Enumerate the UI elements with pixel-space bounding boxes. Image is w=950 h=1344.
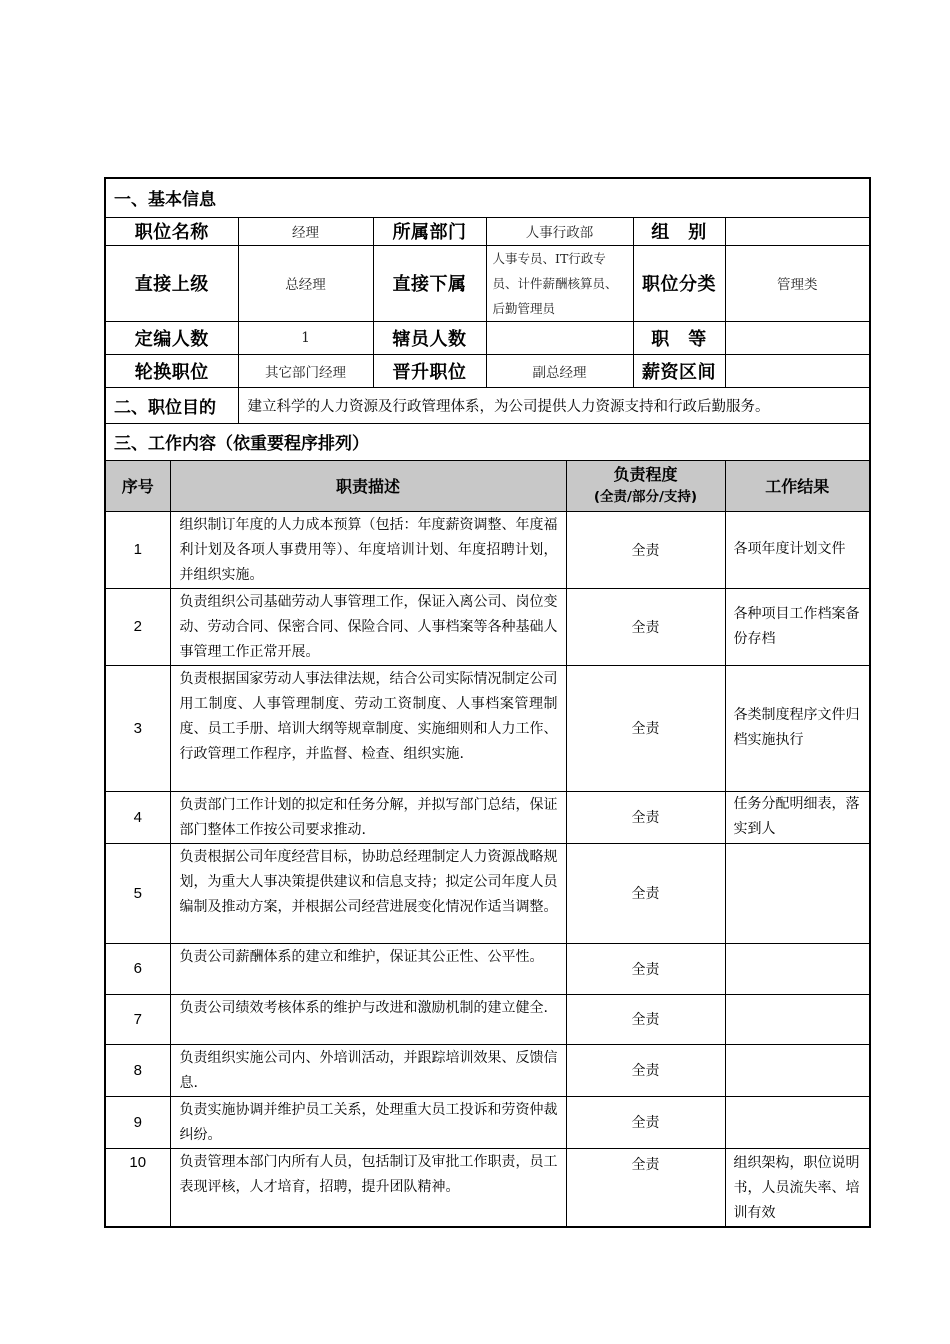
duty-row	[105, 1044, 870, 1096]
value-direct-superior: 总经理	[238, 245, 373, 321]
section-title-basic-info: 一、基本信息	[105, 178, 870, 217]
duties-header-row	[105, 460, 870, 511]
label-position-name: 职位名称	[105, 217, 238, 245]
value-promotion-position: 副总经理	[486, 354, 633, 387]
value-managed-staff	[486, 321, 633, 354]
section-duties-row	[105, 423, 870, 460]
duty-desc: 负责根据公司年度经营目标，协助总经理制定人力资源战略规划，为重大人事决策提供建议和信息支持；拟定公司年度人员编制及推动方案，并根据公司经营进展变化情况作适当调整。	[170, 843, 566, 943]
value-grade	[725, 321, 870, 354]
job-description-document	[104, 177, 869, 1228]
section-title-duties: 三、工作内容（依重要程序排列）	[105, 423, 870, 460]
value-direct-subordinates: 人事专员、IT行政专员、计件薪酬核算员、后勤管理员	[486, 245, 633, 321]
header-responsibility-line2: (全责/部分/支持)	[593, 488, 698, 505]
duty-responsibility: 全责	[566, 588, 725, 665]
header-responsibility-line1: 负责程度	[613, 464, 678, 484]
duty-result	[725, 994, 870, 1044]
duty-responsibility: 全责	[566, 665, 725, 791]
duty-result: 各种项目工作档案备份存档	[725, 588, 870, 665]
value-salary-range	[725, 354, 870, 387]
duty-desc: 负责管理本部门内所有人员，包括制订及审批工作职责，员工表现评核，人才培育，招聘，提升团队精神。	[170, 1148, 566, 1227]
section-basic-info-row	[105, 178, 870, 217]
duty-desc: 组织制订年度的人力成本预算（包括：年度薪资调整、年度福利计划及各项人事费用等）、年度培训计划、年度招聘计划，并组织实施。	[170, 511, 566, 588]
purpose-text: 建立科学的人力资源及行政管理体系，为公司提供人力资源支持和行政后勤服务。	[238, 387, 870, 423]
duty-responsibility: 全责	[566, 843, 725, 943]
duty-responsibility: 全责	[566, 943, 725, 994]
label-rotation-position: 轮换职位	[105, 354, 238, 387]
label-department: 所属部门	[373, 217, 486, 245]
duty-row	[105, 943, 870, 994]
duty-seq: 2	[105, 588, 170, 665]
label-salary-range: 薪资区间	[633, 354, 725, 387]
value-department: 人事行政部	[486, 217, 633, 245]
duty-row	[105, 1096, 870, 1148]
section-purpose-row	[105, 387, 870, 423]
duty-desc: 负责根据国家劳动人事法律法规，结合公司实际情况制定公司用工制度、人事管理制度、劳动工资制度、人事档案管理制度、员工手册、培训大纲等规章制度、实施细则和人力工作、行政管理工作程序，并监督、检查、组织实施.	[170, 665, 566, 791]
duty-seq: 7	[105, 994, 170, 1044]
duty-row	[105, 843, 870, 943]
duty-row	[105, 791, 870, 843]
label-direct-subordinates: 直接下属	[373, 245, 486, 321]
duty-responsibility: 全责	[566, 791, 725, 843]
value-group	[725, 217, 870, 245]
section-title-purpose: 二、职位目的	[105, 387, 238, 423]
duty-result	[725, 943, 870, 994]
value-rotation-position: 其它部门经理	[238, 354, 373, 387]
duty-desc: 负责公司薪酬体系的建立和维护，保证其公正性、公平性。	[170, 943, 566, 994]
duty-result: 各项年度计划文件	[725, 511, 870, 588]
duty-result: 任务分配明细表，落实到人	[725, 791, 870, 843]
duty-seq: 5	[105, 843, 170, 943]
value-position-category: 管理类	[725, 245, 870, 321]
duty-seq: 10	[105, 1148, 170, 1227]
header-seq: 序号	[105, 460, 170, 511]
duty-responsibility: 全责	[566, 511, 725, 588]
label-managed-staff: 辖员人数	[373, 321, 486, 354]
duty-responsibility: 全责	[566, 1044, 725, 1096]
duty-seq: 4	[105, 791, 170, 843]
duty-seq: 3	[105, 665, 170, 791]
header-responsibility	[566, 460, 725, 511]
label-grade: 职 等	[633, 321, 725, 354]
duty-result	[725, 1096, 870, 1148]
duty-responsibility: 全责	[566, 1148, 725, 1227]
duty-desc: 负责公司绩效考核体系的维护与改进和激励机制的建立健全.	[170, 994, 566, 1044]
duty-seq: 9	[105, 1096, 170, 1148]
duty-responsibility: 全责	[566, 1096, 725, 1148]
duty-row	[105, 1148, 870, 1227]
duty-desc: 负责组织公司基础劳动人事管理工作，保证入离公司、岗位变动、劳动合同、保密合同、保险合同、人事档案等各种基础人事管理工作正常开展。	[170, 588, 566, 665]
label-group: 组 别	[633, 217, 725, 245]
duty-result	[725, 843, 870, 943]
duty-row	[105, 665, 870, 791]
duty-row	[105, 511, 870, 588]
duty-desc: 负责组织实施公司内、外培训活动，并跟踪培训效果、反馈信息.	[170, 1044, 566, 1096]
basic-info-row	[105, 217, 870, 245]
duty-seq: 8	[105, 1044, 170, 1096]
duty-seq: 6	[105, 943, 170, 994]
duty-desc: 负责部门工作计划的拟定和任务分解，并拟写部门总结，保证部门整体工作按公司要求推动.	[170, 791, 566, 843]
basic-info-row	[105, 354, 870, 387]
duty-desc: 负责实施协调并维护员工关系，处理重大员工投诉和劳资仲裁纠纷。	[170, 1096, 566, 1148]
label-direct-superior: 直接上级	[105, 245, 238, 321]
value-position-name: 经理	[238, 217, 373, 245]
duty-result	[725, 1044, 870, 1096]
duty-row	[105, 994, 870, 1044]
label-headcount: 定编人数	[105, 321, 238, 354]
header-desc: 职责描述	[170, 460, 566, 511]
basic-info-row	[105, 321, 870, 354]
duty-seq: 1	[105, 511, 170, 588]
label-promotion-position: 晋升职位	[373, 354, 486, 387]
duty-row	[105, 588, 870, 665]
header-result: 工作结果	[725, 460, 870, 511]
value-headcount: 1	[238, 321, 373, 354]
duty-result: 组织架构，职位说明书，人员流失率、培训有效	[725, 1148, 870, 1227]
duty-result: 各类制度程序文件归档实施执行	[725, 665, 870, 791]
job-description-table	[104, 177, 871, 1228]
basic-info-row	[105, 245, 870, 321]
duty-responsibility: 全责	[566, 994, 725, 1044]
label-position-category: 职位分类	[633, 245, 725, 321]
